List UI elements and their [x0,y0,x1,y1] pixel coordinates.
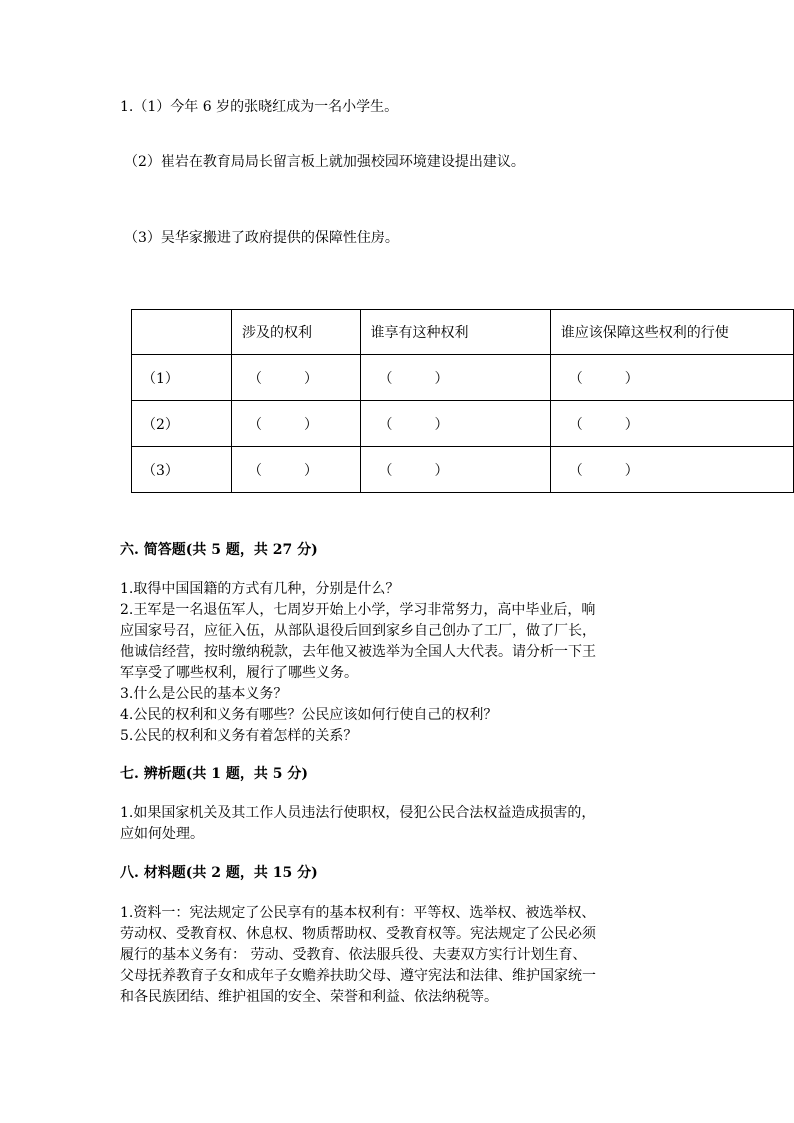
answer-blank: （ ） [231,355,360,401]
material-line: 劳动权、受教育权、休息权、物质帮助权、受教育权等。宪法规定了公民必须 [120,926,596,942]
answer-blank: （ ） [550,355,793,401]
table-row [132,447,794,493]
material-line: 父母抚养教育子女和成年子女赡养扶助父母、遵守宪法和法律、维护国家统一 [120,968,596,984]
answer-blank: （ ） [550,447,793,493]
case-3-text: （3）吴华家搬进了政府提供的保障性住房。 [124,230,399,246]
question-line: 应如何处理。 [120,826,204,842]
material-line: 1.资料一：宪法规定了公民享有的基本权利有：平等权、选举权、被选举权、 [120,905,596,921]
row-label: （1） [132,355,232,401]
table-header-cell: 涉及的权利 [231,310,360,355]
question-line: 3.什么是公民的基本义务？ [120,686,288,702]
section-7-body [120,803,680,845]
question-line: 应国家号召，应征入伍，从部队退役后回到家乡自己创办了工厂，做了厂长， [120,623,596,639]
section-6-body [120,579,680,747]
answer-blank: （ ） [231,401,360,447]
question-line: 1.如果国家机关及其工作人员违法行使职权，侵犯公民合法权益造成损害的， [120,805,596,821]
table-header-cell: 谁享有这种权利 [360,310,550,355]
rights-table [131,309,794,493]
material-line: 履行的基本义务有： 劳动、受教育、依法服兵役、夫妻双方实行计划生育、 [120,947,587,963]
row-label: （3） [132,447,232,493]
answer-blank: （ ） [231,447,360,493]
table-header-row [132,310,794,355]
question-line: 5.公民的权利和义务有着怎样的关系？ [120,728,358,744]
question-line: 2.王军是一名退伍军人，七周岁开始上小学，学习非常努力，高中毕业后，响 [120,602,596,618]
section-6-title: 六. 简答题(共 5 题，共 27 分) [120,542,318,558]
case-1-text: 1.（1）今年 6 岁的张晓红成为一名小学生。 [120,99,399,115]
answer-blank: （ ） [360,355,550,401]
question-line: 军享受了哪些权利，履行了哪些义务。 [120,665,358,681]
section-8-title: 八. 材料题(共 2 题，共 15 分) [120,865,318,881]
case-2-text: （2）崔岩在教育局局长留言板上就加强校园环境建设提出建议。 [124,154,525,170]
question-line: 他诚信经营，按时缴纳税款，去年他又被选举为全国人大代表。请分析一下王 [120,644,596,660]
answer-blank: （ ） [550,401,793,447]
table-header-cell: 谁应该保障这些权利的行使 [550,310,793,355]
table-header-cell [132,310,232,355]
question-line: 4.公民的权利和义务有哪些？公民应该如何行使自己的权利？ [120,707,498,723]
question-line: 1.取得中国国籍的方式有几种，分别是什么？ [120,581,400,597]
table-row [132,401,794,447]
table-row [132,355,794,401]
material-line: 和各民族团结、维护祖国的安全、荣誉和利益、依法纳税等。 [120,989,498,1005]
section-7-title: 七. 辨析题(共 1 题，共 5 分) [120,766,308,782]
answer-blank: （ ） [360,401,550,447]
row-label: （2） [132,401,232,447]
section-8-body [120,903,680,1008]
answer-blank: （ ） [360,447,550,493]
